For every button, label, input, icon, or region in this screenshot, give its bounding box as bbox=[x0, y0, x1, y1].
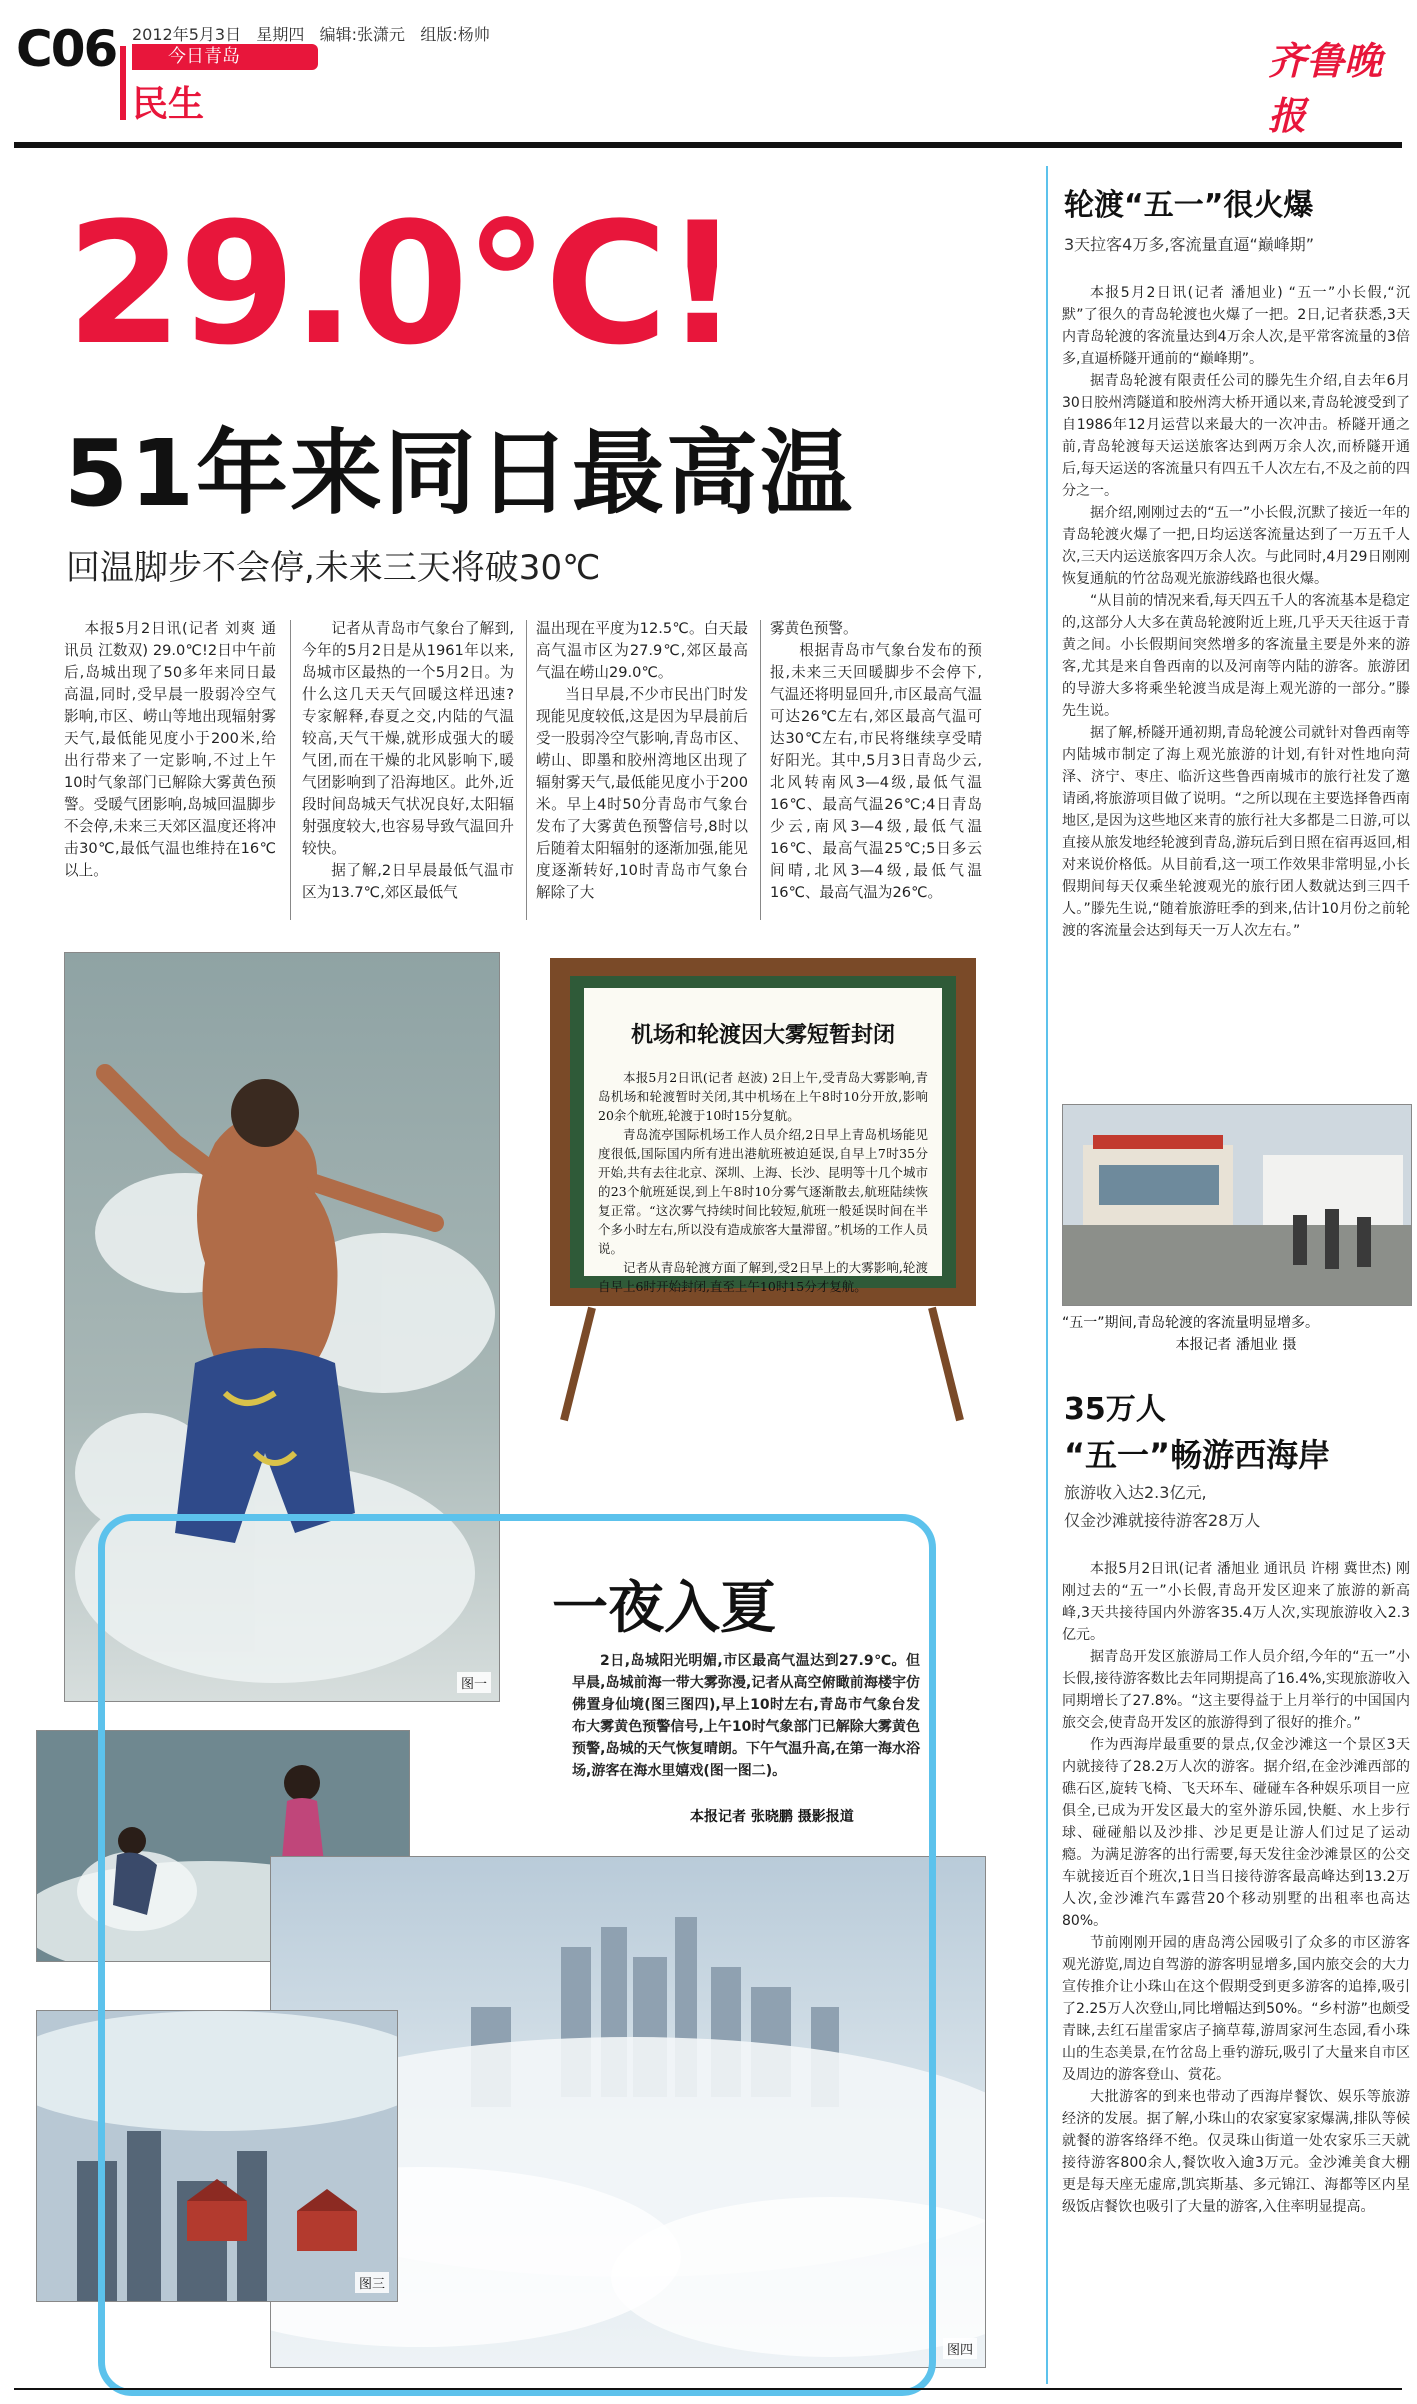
main-headline: 51年来同日最高温 bbox=[64, 420, 855, 527]
paragraph: 节前刚刚开园的唐岛湾公园吸引了众多的市区游客观光游览,周边自驾游的游客明显增多,国内旅交会的大力宣传推介让小珠山在这个假期受到更多游客的追捧,吸引了2.25万人次登山,同比增幅达到50%。“乡村游”也颇受青睐,去红石崖雷家店子摘草莓,游周家河生态园,看小珠山的生态美景,在竹岔岛上垂钓游玩,吸引了大量来自市区及周边的游客登山、赏花。 bbox=[1062, 1935, 1410, 2083]
paragraph: 雾黄色预警。 bbox=[770, 620, 858, 637]
main-subheadline: 回温脚步不会停,未来三天将破30℃ bbox=[66, 548, 601, 588]
paragraph: 记者从青岛市气象台了解到,今年的5月2日是从1961年以来,岛城市区最热的一个5月2日。为什么这几天天气回暖这样迅速?专家解释,春夏之交,内陆的气温较高,天气干燥,就形成强大的暖气团,而在干燥的北风影响下,暖气团影响到了沿海地区。此外,近段时间岛城天气状况良好,太阳辐射强度较大,也容易导致气温回升较快。 bbox=[302, 620, 514, 857]
article-column-4 bbox=[770, 618, 982, 904]
photo-story-title: 一夜入夏 bbox=[552, 1576, 776, 1641]
photo-story-body bbox=[572, 1650, 920, 1782]
photo-story-frame bbox=[98, 1514, 936, 2396]
right-column-divider bbox=[1046, 166, 1048, 2384]
notice-board-leg-right bbox=[928, 1307, 964, 1421]
ferry-photo-caption bbox=[1062, 1312, 1410, 1356]
paragraph: 据了解,桥隧开通初期,青岛轮渡公司就针对鲁西南等内陆城市制定了海上观光旅游的计划,有针对性地向菏泽、济宁、枣庄、临沂这些鲁西南城市的旅行社发了邀请函,将旅游项目做了说明。“之所以现在主要选择鲁西南地区,是因为这些地区来青的旅行社大多都是二日游,可以直接从旅发地经轮渡到青岛,游玩后到日照在宿再返回,相对来说价格低。从目前看,这一项工作效果非常明显,小长假期间每天仅乘坐轮渡观光的旅行团人数就达到三四千人。”滕先生说,“随着旅游旺季的到来,估计10月份之前轮渡的客流量会达到每天一万人次左右。” bbox=[1062, 725, 1410, 939]
paragraph: 本报5月2日讯(记者 赵波) 2日上午,受青岛大雾影响,青岛机场和轮渡暂时关闭,其中机场在上午8时10分开放,影响20余个航班,轮渡于10时15分复航。 bbox=[598, 1070, 928, 1123]
paragraph: 据介绍,刚刚过去的“五一”小长假,沉默了接近一年的青岛轮渡火爆了一把,日均运送客流量达到了一万五千人次,三天内运送旅客四万余人次。与此同时,4月29日刚刚恢复通航的竹岔岛观光旅游线路也很火爆。 bbox=[1062, 505, 1410, 587]
issue-date: 2012年5月3日 bbox=[132, 25, 242, 44]
page-number: C06 bbox=[16, 20, 117, 78]
paragraph: 温出现在平度为12.5℃。白天最高气温市区为27.9℃,郊区最高气温在崂山29.0℃。 bbox=[536, 620, 748, 681]
ferry-article-body bbox=[1062, 282, 1410, 942]
paragraph: 记者从青岛轮渡方面了解到,受2日早上的大雾影响,轮渡自早上6时开始封闭,直至上午10时15分才复航。 bbox=[598, 1260, 928, 1294]
column-divider bbox=[760, 620, 761, 920]
notice-body bbox=[598, 1068, 928, 1296]
photo-story-credit: 本报记者 张晓鹏 摄影报道 bbox=[690, 1809, 854, 1825]
newspaper-masthead-logo: 齐鲁晚报 bbox=[1268, 38, 1383, 138]
paragraph: 据了解,2日早晨最低气温市区为13.7℃,郊区最低气 bbox=[302, 862, 514, 901]
paragraph: 根据青岛市气象台发布的预报,未来三天回暖脚步不会停下,气温还将明显回升,市区最高气温可达26℃左右,郊区最高气温可达30℃左右,市民将继续享受晴好阳光。其中,5月3日青岛少云,北风转南风3—4级,最低气温16℃、最高气温26℃;4日青岛少云,南风3—4级,最低气温16℃、最高气温25℃;5日多云间晴,北风3—4级,最低气温16℃、最高气温为26℃。 bbox=[770, 642, 982, 901]
paragraph: “从目前的情况来看,每天四五千人的客流基本是稳定的,这部分人大多在黄岛轮渡附近上班,几乎天天往返于青黄之间。小长假期间突然增多的客流量主要是外来的游客,尤其是来自鲁西南的以及河南等内陆的游客。旅游团的导游大多将乘坐轮渡当成是海上观光游的一部分。”滕先生说。 bbox=[1062, 593, 1410, 719]
issue-meta bbox=[132, 22, 490, 45]
article-column-2 bbox=[302, 618, 514, 904]
ferry-subheadline: 3天拉客4万多,客流量直逼“巅峰期” bbox=[1064, 235, 1315, 254]
section-accent-bar bbox=[120, 46, 126, 120]
paragraph: 当日早晨,不少市民出门时发现能见度较低,这是因为早晨前后受一股弱冷空气影响,青岛市区、崂山、即墨和胶州湾地区出现了辐射雾天气,最低能见度小于200米。早上4时50分青岛市气象台发布了大雾黄色预警信号,8时以后随着太阳辐射的逐渐加强,能见度逐渐转好,10时青岛市气象台解除了大 bbox=[536, 686, 748, 901]
editor-credit: 编辑:张潇元 bbox=[319, 25, 406, 44]
edition-tag: 今日青岛 bbox=[132, 44, 318, 70]
paragraph: 本报5月2日讯(记者 潘旭业 通讯员 许栩 冀世杰) 刚刚过去的“五一”小长假,青岛开发区迎来了旅游的新高峰,3天共接待国内外游客35.4万人次,实现旅游收入2.3亿元。 bbox=[1062, 1561, 1410, 1643]
column-divider bbox=[290, 620, 291, 920]
ferry-headline: 轮渡“五一”很火爆 bbox=[1064, 188, 1314, 223]
notice-board-leg-left bbox=[560, 1307, 596, 1421]
caption-text: “五一”期间,青岛轮渡的客流量明显增多。 bbox=[1062, 1315, 1319, 1331]
paragraph: 本报5月2日讯(记者 潘旭业) “五一”小长假,“沉默”了很久的青岛轮渡也火爆了一把。2日,记者获悉,3天内青岛轮渡的客流量达到4万余人次,是平常客流量的3倍多,直逼桥隧开通前的“巅峰期”。 bbox=[1062, 285, 1410, 367]
headline-temperature: 29.0℃! bbox=[66, 186, 737, 382]
photo-label-1: 图一 bbox=[457, 1672, 491, 1693]
west-coast-sub-2: 仅金沙滩就接待游客28万人 bbox=[1064, 1511, 1261, 1530]
photo-label-3: 图三 bbox=[355, 2272, 389, 2293]
paragraph: 本报5月2日讯(记者 刘爽 通讯员 江数双) 29.0℃!2日中午前后,岛城出现了50多年来同日最高温,同时,受早晨一股弱冷空气影响,市区、崂山等地出现辐射雾天气,最低能见度小于200米,给出行带来了一定影响,不过上午10时气象部门已解除大雾黄色预警。受暖气团影响,岛城回温脚步不会停,未来三天郊区温度还将冲击30℃,最低气温也维持在16℃以上。 bbox=[64, 620, 276, 879]
caption-credit: 本报记者 潘旭业 摄 bbox=[1175, 1337, 1297, 1353]
photo-ferry-terminal bbox=[1062, 1104, 1412, 1306]
section-title: 民生 bbox=[132, 84, 205, 125]
notice-title: 机场和轮渡因大雾短暂封闭 bbox=[630, 1023, 895, 1048]
west-coast-headline-line1: 35万人 bbox=[1064, 1392, 1166, 1427]
paragraph: 青岛流亭国际机场工作人员介绍,2日早上青岛机场能见度很低,国际国内所有进出港航班被迫延误,自早上7时35分开始,共有去往北京、深圳、上海、长沙、昆明等十几个城市的23个航班延误,到上午8时10分雾气逐渐散去,航班陆续恢复正常。“这次雾气持续时间比较短,航班一般延误时间在半个多小时左右,所以没有造成旅客大量滞留。”机场的工作人员说。 bbox=[598, 1127, 928, 1256]
paragraph: 据青岛轮渡有限责任公司的滕先生介绍,自去年6月30日胶州湾隧道和胶州湾大桥开通以来,青岛轮渡受到了自1986年12月运营以来最大的一次冲击。桥隧开通之前,青岛轮渡每天运送旅客达到两万余人次,而桥隧开通后,每天运送的客流量只有四五千人次左右,不及之前的四分之一。 bbox=[1062, 373, 1410, 499]
paragraph: 据青岛开发区旅游局工作人员介绍,今年的“五一”小长假,接待游客数比去年同期提高了16.4%,实现旅游收入同期增长了27.8%。“这主要得益于上月举行的中国国内旅交会,使青岛开发区的旅游得到了很好的推介。” bbox=[1062, 1649, 1410, 1731]
article-column-1 bbox=[64, 618, 276, 882]
issue-weekday: 星期四 bbox=[256, 25, 305, 44]
ferry-photo-image bbox=[1063, 1105, 1411, 1305]
paragraph: 大批游客的到来也带动了西海岸餐饮、娱乐等旅游经济的发展。据了解,小珠山的农家宴家家爆满,排队等候就餐的游客络绎不绝。仅灵珠山街道一处农家乐三天就接待游客800余人,餐饮收入逾3万元。金沙滩美食大棚更是每天座无虚席,凯宾斯基、多元锦江、海都等区内星级饭店餐饮也吸引了大量的游客,入住率明显提高。 bbox=[1062, 2089, 1410, 2215]
photo-label-4: 图四 bbox=[943, 2338, 977, 2359]
paragraph: 2日,岛城阳光明媚,市区最高气温达到27.9℃。但早晨,岛城前海一带大雾弥漫,记者从高空俯瞰前海楼宇仿佛置身仙境(图三图四),早上10时左右,青岛市气象台发布大雾黄色预警信号,上午10时气象部门已解除大雾黄色预警,岛城的天气恢复晴朗。下午气温升高,在第一海水浴场,游客在海水里嬉戏(图一图二)。 bbox=[572, 1653, 920, 1779]
west-coast-article-body bbox=[1062, 1558, 1410, 2218]
article-column-3 bbox=[536, 618, 748, 904]
header-rule bbox=[14, 142, 1402, 148]
west-coast-headline-line2: “五一”畅游西海岸 bbox=[1064, 1436, 1331, 1474]
column-divider bbox=[526, 620, 527, 920]
footer-rule bbox=[14, 2388, 1402, 2390]
paragraph: 作为西海岸最重要的景点,仅金沙滩这一个景区3天内就接待了28.2万人次的游客。据介绍,在金沙滩西部的礁石区,旋转飞椅、飞天环车、碰碰车各种娱乐项目一应俱全,已成为开发区最大的室外游乐园,快艇、水上步行球、碰碰船以及沙排、沙足更是让游人们过足了运动瘾。为满足游客的出行需要,每天发往金沙滩景区的公交车就接近百个班次,1日当日接待游客最高峰达到13.2万人次,金沙滩汽车露营20个移动别墅的出租率也高达80%。 bbox=[1062, 1737, 1410, 1929]
designer-credit: 组版:杨帅 bbox=[420, 25, 490, 44]
west-coast-sub-1: 旅游收入达2.3亿元, bbox=[1064, 1483, 1207, 1502]
